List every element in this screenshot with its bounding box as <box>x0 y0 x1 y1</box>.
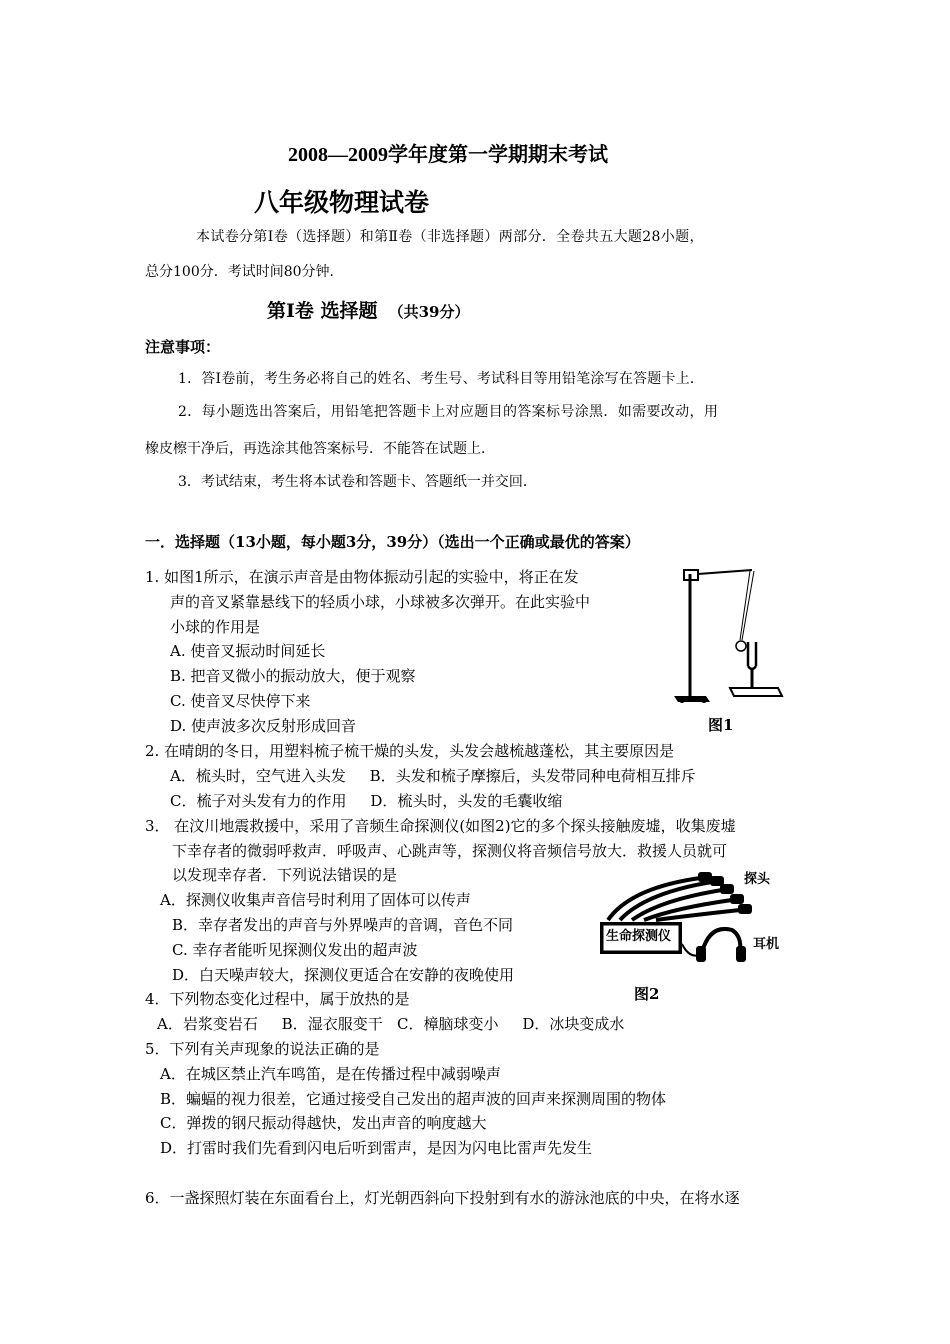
note-1: 1．答Ⅰ卷前，考生务必将自己的姓名、考生号、考试科目等用铅笔涂写在答题卡上． <box>178 371 705 387</box>
q3-option-b: B．幸存者发出的声音与外界噪声的音调，音色不同 <box>172 916 514 934</box>
q3-line-3: 以发现幸存者．下列说法错误的是 <box>172 866 398 884</box>
notes-heading: 注意事项： <box>145 338 221 356</box>
q4-stem: 4．下列物态变化过程中，属于放热的是 <box>145 990 410 1008</box>
figure-2-caption: 图2 <box>634 985 660 1003</box>
figure-1-apparatus <box>672 562 792 712</box>
intro-line-2: 总分100分．考试时间80分钟． <box>145 264 344 280</box>
q1-line-3: 小球的作用是 <box>170 618 261 636</box>
q1-line-1: 1. 如图1所示，在演示声音是由物体振动引起的实验中，将正在发 <box>145 568 579 586</box>
q5-stem: 5．下列有关声现象的说法正确的是 <box>145 1040 380 1058</box>
figure-2-label-device: 生命探测仪 <box>606 929 672 944</box>
paper-subtitle: 八年级物理试卷 <box>254 188 430 217</box>
q1-option-a: A. 使音叉振动时间延长 <box>170 642 326 660</box>
part1-score: （共39分） <box>388 303 470 321</box>
intro-line-1: 本试卷分第Ⅰ卷（选择题）和第Ⅱ卷（非选择题）两部分．全卷共五大题28小题， <box>196 229 704 245</box>
part1-title: 第Ⅰ卷 选择题 <box>267 300 378 322</box>
q6-line-1: 6．一盏探照灯装在东面看台上，灯光朝西斜向下投射到有水的游泳池底的中央，在将水逐 <box>145 1189 740 1207</box>
q1-option-c: C. 使音叉尽快停下来 <box>170 692 311 710</box>
exam-title: 2008—2009学年度第一学期期末考试 <box>288 144 608 166</box>
q1-line-2: 声的音叉紧靠悬线下的轻质小球，小球被多次弹开。在此实验中 <box>170 593 591 611</box>
q1-option-b: B. 把音叉微小的振动放大，便于观察 <box>170 667 416 685</box>
figure-2-label-headphone: 耳机 <box>753 937 780 952</box>
q3-option-d: D．白天噪声较大，探测仪更适合在安静的夜晚使用 <box>172 966 515 984</box>
note-2-line-1: 2．每小题选出答案后，用铅笔把答题卡上对应题目的答案标号涂黑．如需要改动，用 <box>178 404 719 420</box>
figure-1-caption: 图1 <box>708 716 734 734</box>
q2-stem: 2. 在晴朗的冬日，用塑料梳子梳干燥的头发，头发会越梳越蓬松，其主要原因是 <box>145 742 675 760</box>
figure-2-label-probe: 探头 <box>744 872 771 887</box>
q5-option-d: D．打雷时我们先看到闪电后听到雷声，是因为闪电比雷声先发生 <box>160 1139 593 1157</box>
q1-option-d: D. 使声波多次反射形成回音 <box>170 717 357 735</box>
note-2-line-2: 橡皮檫干净后，再选涂其他答案标号．不能答在试题上． <box>145 441 495 457</box>
q5-option-a: A．在城区禁止汽车鸣笛，是在传播过程中减弱噪声 <box>160 1065 501 1083</box>
section1-heading: 一．选择题（13小题，每小题3分，39分）（选出一个正确或最优的答案） <box>145 533 640 551</box>
q5-option-c: C．弹拨的钢尺振动得越快，发出声音的响度越大 <box>160 1114 487 1132</box>
q3-option-a: A．探测仪收集声音信号时利用了固体可以传声 <box>160 891 471 909</box>
q3-line-1: 3． 在汶川地震救援中，采用了音频生命探测仪(如图2)它的多个探头接触废墟，收集废墟 <box>145 817 736 835</box>
q5-option-b: B．蝙蝠的视力很差，它通过接受自己发出的超声波的回声来探测周围的物体 <box>160 1090 667 1108</box>
part1-heading <box>267 296 469 323</box>
q2-options-cd: C．梳子对头发有力的作用 D．梳头时，头发的毛囊收缩 <box>170 792 563 810</box>
q3-option-c: C. 幸存者能听见探测仪发出的超声波 <box>172 941 418 959</box>
q2-options-ab: A．梳头时，空气进入头发 B．头发和梳子摩擦后，头发带同种电荷相互排斥 <box>170 767 696 785</box>
q4-options: A．岩浆变岩石 B．湿衣服变干 C．樟脑球变小 D．冰块变成水 <box>157 1015 625 1033</box>
note-3: 3．考试结束，考生将本试卷和答题卡、答题纸一并交回． <box>178 474 537 490</box>
q3-line-2: 下幸存者的微弱呼救声．呼吸声、心跳声等，探测仪将音频信号放大．救援人员就可 <box>172 842 728 860</box>
